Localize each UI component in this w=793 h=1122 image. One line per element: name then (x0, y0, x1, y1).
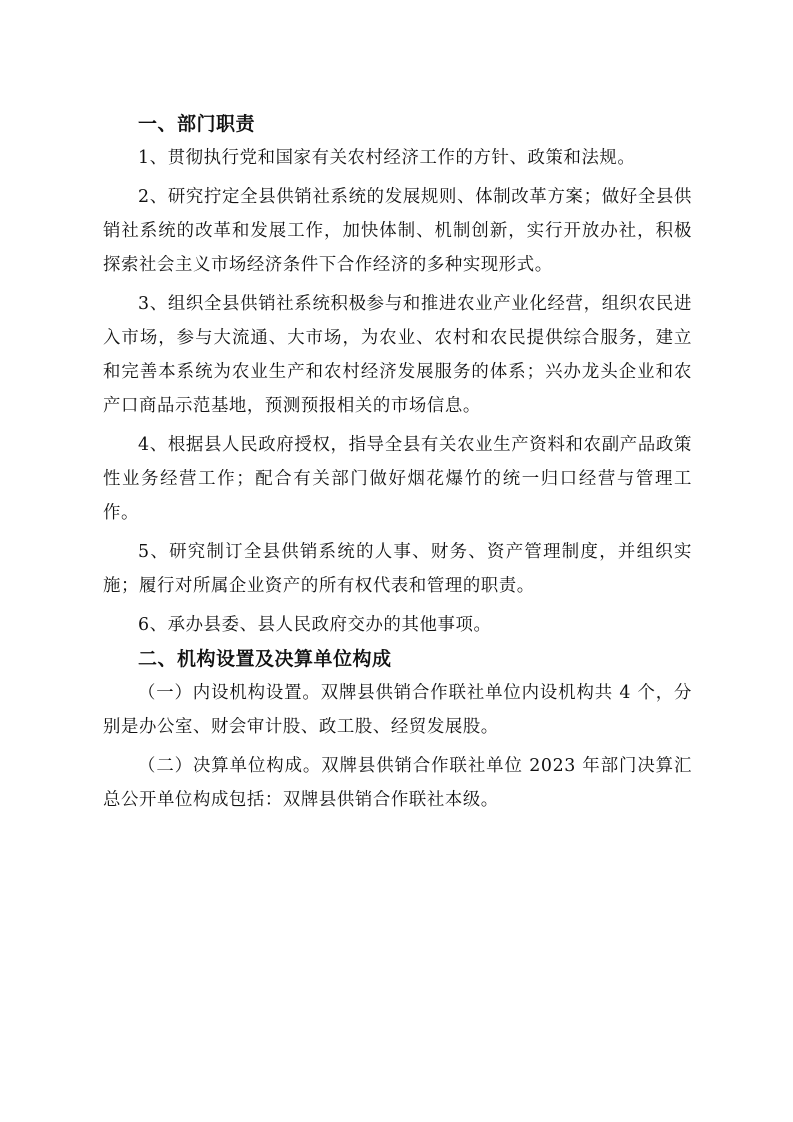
duty-paragraph-2: 2、研究拧定全县供销社系统的发展规则、体制改革方案；做好全县供销社系统的改革和发展工作，加快体制、机制创新，实行开放办社，积极探索社会主义市场经济条件下合作经济的多种实现形式。 (103, 187, 692, 275)
duty-paragraph-5: 5、研究制订全县供销系统的人事、财务、资产管理制度，并组织实施；履行对所属企业资产的所有权代表和管理的职责。 (103, 542, 692, 596)
organization-paragraph-2: （二）决算单位构成。双牌县供销合作联社单位 2023 年部门决算汇总公开单位构成包括：双牌县供销合作联社本级。 (103, 756, 692, 810)
section-heading-organization: 二、机构设置及决算单位构成 (138, 648, 392, 670)
duty-paragraph-6: 6、承办县委、县人民政府交办的其他事项。 (138, 615, 492, 635)
duty-paragraph-1: 1、贯彻执行党和国家有关农村经济工作的方针、政策和法规。 (138, 148, 636, 168)
organization-paragraph-1: （一）内设机构设置。双牌县供销合作联社单位内设机构共 4 个，分别是办公室、财会审计股、政工股、经贸发展股。 (103, 683, 692, 737)
duty-paragraph-3: 3、组织全县供销社系统积极参与和推进农业产业化经营，组织农民进入市场，参与大流通、大市场，为农业、农村和农民提供综合服务，建立和完善本系统为农业生产和农村经济发展服务的体系；兴办龙头企业和农产口商品示范基地，预测预报相关的市场信息。 (103, 294, 692, 416)
duty-paragraph-4: 4、根据县人民政府授权，指导全县有关农业生产资料和农副产品政策性业务经营工作；配合有关部门做好烟花爆竹的统一归口经营与管理工作。 (103, 435, 692, 523)
document-body (103, 107, 692, 817)
section-heading-duties: 一、部门职责 (138, 113, 256, 135)
